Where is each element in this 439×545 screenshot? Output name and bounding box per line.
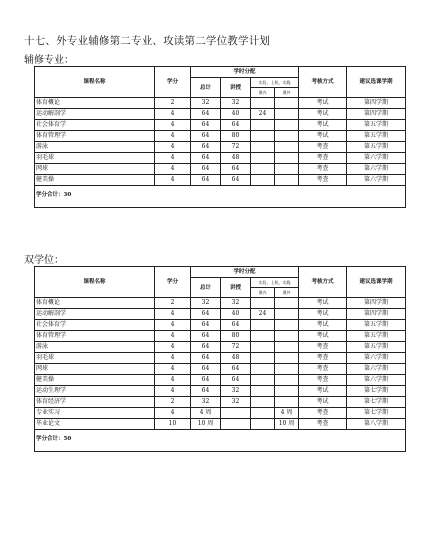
cell-semester: 第六学期 <box>347 153 406 164</box>
cell-total-hours: 64 <box>191 375 221 386</box>
cell-out-class-hours <box>275 120 299 131</box>
cell-lecture-hours: 32 <box>221 397 251 408</box>
cell-course: 专业实习 <box>35 408 155 419</box>
cell-credit: 4 <box>155 408 191 419</box>
cell-course: 羽毛球 <box>35 353 155 364</box>
header-lecture: 讲授 <box>221 278 251 298</box>
cell-lecture-hours: 64 <box>221 164 251 175</box>
cell-exam-method: 考查 <box>299 419 347 430</box>
header-practice: 实验、上机、实践 <box>251 278 299 288</box>
cell-total-hours: 4 周 <box>191 408 221 419</box>
cell-lecture-hours: 48 <box>221 353 251 364</box>
header-hours: 学时分配 <box>191 267 299 278</box>
cell-exam-method: 考试 <box>299 109 347 120</box>
header-out-class: 课外 <box>275 88 299 98</box>
cell-course: 健美操 <box>35 375 155 386</box>
cell-lecture-hours: 40 <box>221 309 251 320</box>
cell-total-hours: 10 周 <box>191 419 221 430</box>
cell-exam-method: 考查 <box>299 375 347 386</box>
cell-semester: 第五学期 <box>347 120 406 131</box>
cell-in-class-hours <box>251 353 275 364</box>
cell-in-class-hours <box>251 331 275 342</box>
cell-exam-method: 考查 <box>299 342 347 353</box>
cell-in-class-hours <box>251 364 275 375</box>
cell-credit: 4 <box>155 353 191 364</box>
table-row <box>35 375 406 386</box>
cell-exam-method: 考试 <box>299 120 347 131</box>
cell-credit: 4 <box>155 164 191 175</box>
cell-in-class-hours <box>251 175 275 186</box>
cell-in-class-hours: 24 <box>251 309 275 320</box>
cell-out-class-hours <box>275 298 299 309</box>
cell-out-class-hours <box>275 331 299 342</box>
header-credit: 学分 <box>155 67 191 98</box>
cell-lecture-hours: 40 <box>221 109 251 120</box>
table-row <box>35 120 406 131</box>
cell-lecture-hours: 64 <box>221 364 251 375</box>
cell-out-class-hours: 4 周 <box>275 408 299 419</box>
table-row <box>35 98 406 109</box>
table-row <box>35 364 406 375</box>
credit-total: 学分合计：30 <box>35 186 406 208</box>
cell-semester: 第七学期 <box>347 397 406 408</box>
cell-lecture-hours: 72 <box>221 342 251 353</box>
cell-course: 游泳 <box>35 342 155 353</box>
cell-semester: 第六学期 <box>347 375 406 386</box>
cell-credit: 4 <box>155 375 191 386</box>
cell-exam-method: 考查 <box>299 175 347 186</box>
cell-credit: 4 <box>155 386 191 397</box>
cell-credit: 4 <box>155 364 191 375</box>
table-row <box>35 298 406 309</box>
cell-out-class-hours <box>275 342 299 353</box>
cell-course: 运动生理学 <box>35 386 155 397</box>
cell-credit: 10 <box>155 419 191 430</box>
cell-in-class-hours <box>251 419 275 430</box>
cell-in-class-hours <box>251 408 275 419</box>
cell-course: 体育概论 <box>35 298 155 309</box>
cell-exam-method: 考查 <box>299 164 347 175</box>
degree-plan-table <box>34 266 406 452</box>
cell-out-class-hours <box>275 375 299 386</box>
header-practice: 实验、上机、实践 <box>251 78 299 88</box>
cell-in-class-hours <box>251 375 275 386</box>
header-semester: 建议选课学期 <box>347 67 406 98</box>
cell-lecture-hours: 32 <box>221 298 251 309</box>
cell-total-hours: 32 <box>191 98 221 109</box>
table-row <box>35 142 406 153</box>
cell-lecture-hours: 48 <box>221 153 251 164</box>
cell-out-class-hours <box>275 98 299 109</box>
cell-lecture-hours <box>221 408 251 419</box>
cell-lecture-hours: 72 <box>221 142 251 153</box>
table-row <box>35 397 406 408</box>
cell-course: 体育概论 <box>35 98 155 109</box>
cell-lecture-hours: 64 <box>221 320 251 331</box>
cell-in-class-hours <box>251 131 275 142</box>
header-semester: 建议选课学期 <box>347 267 406 298</box>
cell-semester: 第六学期 <box>347 353 406 364</box>
header-course: 课程名称 <box>35 67 155 98</box>
header-total: 总计 <box>191 278 221 298</box>
cell-course: 运动解剖学 <box>35 109 155 120</box>
cell-exam-method: 考试 <box>299 397 347 408</box>
header-course: 课程名称 <box>35 267 155 298</box>
cell-in-class-hours <box>251 342 275 353</box>
table-row <box>35 342 406 353</box>
cell-total-hours: 32 <box>191 298 221 309</box>
cell-semester: 第五学期 <box>347 142 406 153</box>
cell-total-hours: 64 <box>191 331 221 342</box>
cell-out-class-hours <box>275 153 299 164</box>
cell-total-hours: 64 <box>191 320 221 331</box>
cell-out-class-hours: 10 周 <box>275 419 299 430</box>
cell-credit: 4 <box>155 120 191 131</box>
table-row <box>35 386 406 397</box>
cell-in-class-hours <box>251 386 275 397</box>
cell-lecture-hours: 32 <box>221 98 251 109</box>
cell-in-class-hours: 24 <box>251 109 275 120</box>
cell-total-hours: 64 <box>191 364 221 375</box>
cell-total-hours: 64 <box>191 120 221 131</box>
cell-semester: 第五学期 <box>347 131 406 142</box>
cell-exam-method: 考查 <box>299 353 347 364</box>
cell-credit: 4 <box>155 320 191 331</box>
cell-lecture-hours: 64 <box>221 175 251 186</box>
cell-out-class-hours <box>275 320 299 331</box>
cell-lecture-hours: 80 <box>221 131 251 142</box>
cell-lecture-hours: 64 <box>221 375 251 386</box>
cell-exam-method: 考试 <box>299 331 347 342</box>
cell-exam-method: 考查 <box>299 142 347 153</box>
cell-exam-method: 考试 <box>299 98 347 109</box>
table-row <box>35 331 406 342</box>
cell-course: 社会体育学 <box>35 120 155 131</box>
header-exam: 考核方式 <box>299 267 347 298</box>
cell-total-hours: 64 <box>191 109 221 120</box>
cell-exam-method: 考试 <box>299 386 347 397</box>
cell-credit: 4 <box>155 153 191 164</box>
table-row <box>35 109 406 120</box>
cell-semester: 第六学期 <box>347 364 406 375</box>
cell-in-class-hours <box>251 320 275 331</box>
cell-course: 体育管理学 <box>35 331 155 342</box>
table-row <box>35 175 406 186</box>
table-row <box>35 408 406 419</box>
cell-course: 网球 <box>35 164 155 175</box>
cell-semester: 第七学期 <box>347 386 406 397</box>
cell-out-class-hours <box>275 386 299 397</box>
cell-exam-method: 考试 <box>299 131 347 142</box>
header-in-class: 课内 <box>251 288 275 298</box>
cell-in-class-hours <box>251 120 275 131</box>
cell-out-class-hours <box>275 309 299 320</box>
cell-lecture-hours <box>221 419 251 430</box>
cell-credit: 4 <box>155 331 191 342</box>
cell-course: 网球 <box>35 364 155 375</box>
cell-course: 体育管理学 <box>35 131 155 142</box>
cell-course: 游泳 <box>35 142 155 153</box>
cell-semester: 第六学期 <box>347 175 406 186</box>
minor-section-heading: 辅修专业： <box>24 55 74 66</box>
cell-out-class-hours <box>275 109 299 120</box>
cell-course: 运动解剖学 <box>35 309 155 320</box>
cell-semester: 第七学期 <box>347 408 406 419</box>
cell-semester: 第五学期 <box>347 331 406 342</box>
cell-total-hours: 64 <box>191 386 221 397</box>
table-row <box>35 353 406 364</box>
table-row <box>35 164 406 175</box>
credit-total: 学分合计：50 <box>35 430 406 452</box>
header-in-class: 课内 <box>251 88 275 98</box>
cell-credit: 4 <box>155 175 191 186</box>
cell-out-class-hours <box>275 142 299 153</box>
table-row <box>35 419 406 430</box>
header-hours: 学时分配 <box>191 67 299 78</box>
cell-out-class-hours <box>275 364 299 375</box>
cell-credit: 4 <box>155 109 191 120</box>
cell-exam-method: 考查 <box>299 153 347 164</box>
cell-course: 体育经济学 <box>35 397 155 408</box>
cell-semester: 第五学期 <box>347 320 406 331</box>
cell-lecture-hours: 80 <box>221 331 251 342</box>
cell-in-class-hours <box>251 397 275 408</box>
minor-plan-table <box>34 66 406 208</box>
cell-course: 羽毛球 <box>35 153 155 164</box>
cell-credit: 4 <box>155 131 191 142</box>
cell-semester: 第四学期 <box>347 98 406 109</box>
header-lecture: 讲授 <box>221 78 251 98</box>
cell-credit: 4 <box>155 142 191 153</box>
document-title: 十七、外专业辅修第二专业、攻读第二学位教学计划 <box>24 35 271 47</box>
cell-lecture-hours: 32 <box>221 386 251 397</box>
header-out-class: 课外 <box>275 288 299 298</box>
cell-exam-method: 考试 <box>299 298 347 309</box>
table-row <box>35 320 406 331</box>
cell-course: 社会体育学 <box>35 320 155 331</box>
cell-semester: 第四学期 <box>347 298 406 309</box>
cell-course: 毕业论文 <box>35 419 155 430</box>
header-total: 总计 <box>191 78 221 98</box>
cell-course: 健美操 <box>35 175 155 186</box>
cell-total-hours: 64 <box>191 175 221 186</box>
cell-total-hours: 32 <box>191 397 221 408</box>
cell-total-hours: 64 <box>191 142 221 153</box>
cell-exam-method: 考查 <box>299 364 347 375</box>
cell-in-class-hours <box>251 153 275 164</box>
cell-total-hours: 64 <box>191 342 221 353</box>
degree-section-heading: 双学位： <box>24 255 64 266</box>
cell-out-class-hours <box>275 353 299 364</box>
cell-out-class-hours <box>275 164 299 175</box>
header-credit: 学分 <box>155 267 191 298</box>
cell-total-hours: 64 <box>191 164 221 175</box>
cell-in-class-hours <box>251 142 275 153</box>
cell-credit: 2 <box>155 298 191 309</box>
cell-total-hours: 64 <box>191 153 221 164</box>
header-exam: 考核方式 <box>299 67 347 98</box>
cell-total-hours: 64 <box>191 131 221 142</box>
cell-credit: 2 <box>155 98 191 109</box>
cell-exam-method: 考查 <box>299 408 347 419</box>
table-row <box>35 309 406 320</box>
cell-out-class-hours <box>275 175 299 186</box>
cell-semester: 第四学期 <box>347 109 406 120</box>
table-row <box>35 131 406 142</box>
cell-semester: 第五学期 <box>347 342 406 353</box>
cell-out-class-hours <box>275 131 299 142</box>
cell-credit: 4 <box>155 342 191 353</box>
cell-in-class-hours <box>251 298 275 309</box>
cell-semester: 第八学期 <box>347 419 406 430</box>
cell-semester: 第四学期 <box>347 309 406 320</box>
cell-total-hours: 64 <box>191 353 221 364</box>
cell-exam-method: 考试 <box>299 309 347 320</box>
cell-credit: 4 <box>155 309 191 320</box>
cell-credit: 2 <box>155 397 191 408</box>
cell-total-hours: 64 <box>191 309 221 320</box>
cell-out-class-hours <box>275 397 299 408</box>
cell-semester: 第六学期 <box>347 164 406 175</box>
cell-lecture-hours: 64 <box>221 120 251 131</box>
cell-exam-method: 考试 <box>299 320 347 331</box>
table-row <box>35 153 406 164</box>
cell-in-class-hours <box>251 98 275 109</box>
cell-in-class-hours <box>251 164 275 175</box>
